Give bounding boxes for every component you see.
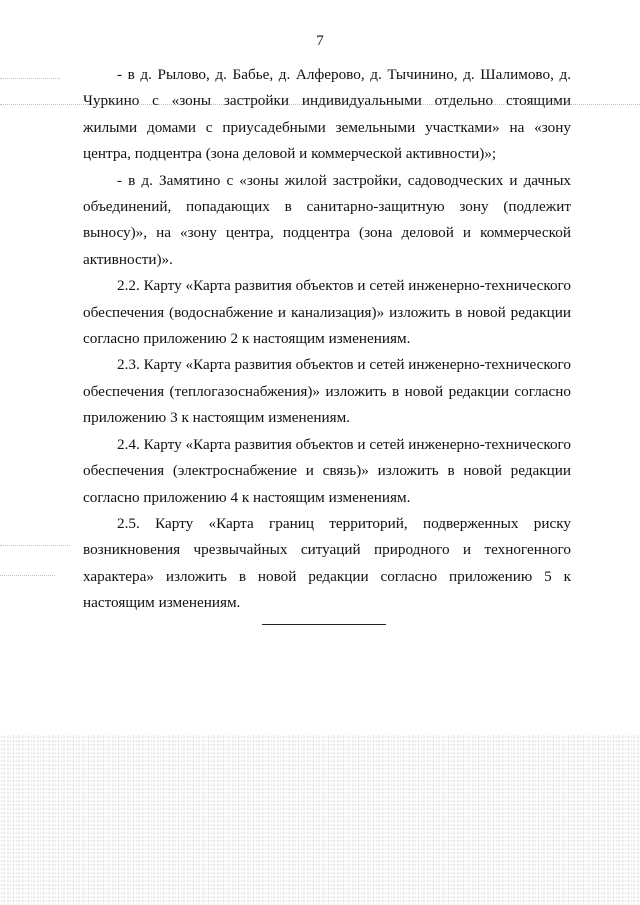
closing-separator-line	[262, 624, 386, 625]
scan-speckle-area	[0, 735, 640, 905]
paragraph-2-2-water-supply: 2.2. Карту «Карта развития объектов и сетей инженерно-технического обеспечения (водоснабжение и канализация)» изложить в новой редакции согласно приложению 2 к настоящим изменениям.	[83, 277, 571, 348]
scan-dotted-line	[0, 78, 60, 79]
scan-dotted-line	[0, 575, 55, 576]
paragraph-zamyatino: - в д. Замятино с «зоны жилой застройки, садоводческих и дачных объединений, попадающих в санитарно-защитную зону (подлежит выносу)», на «зону центра, подцентра (зона деловой и коммерческой активности)».	[83, 171, 571, 268]
paragraph-rylovo-list: - в д. Рылово, д. Бабье, д. Алферово, д. Тычинино, д. Шалимово, д. Чуркино с «зоны застройки индивидуальными отдельно стоящими жилыми домами с приусадебными земельными участками» на «зону центра, подцентра (зона деловой и коммерческой активности)»;	[83, 66, 571, 163]
paragraph-2-4-electricity: 2.4. Карту «Карта развития объектов и сетей инженерно-технического обеспечения (электроснабжение и связь)» изложить в новой редакции согласно приложению 4 к настоящим изменениям.	[83, 435, 571, 506]
scan-dotted-line	[0, 545, 70, 546]
paragraph-2-3-heat-gas: 2.3. Карту «Карта развития объектов и сетей инженерно-технического обеспечения (теплогазоснабжения)» изложить в новой редакции согласно приложению 3 к настоящим изменениям.	[83, 356, 571, 427]
document-body	[83, 62, 571, 617]
paragraph-2-5-emergency: 2.5. Карту «Карта границ территорий, подверженных риску возникновения чрезвычайных ситуаций природного и техногенного характера» изложить в новой редакции согласно приложению 5 к настоящим изменениям.	[83, 514, 571, 612]
page-number: 7	[316, 33, 324, 49]
